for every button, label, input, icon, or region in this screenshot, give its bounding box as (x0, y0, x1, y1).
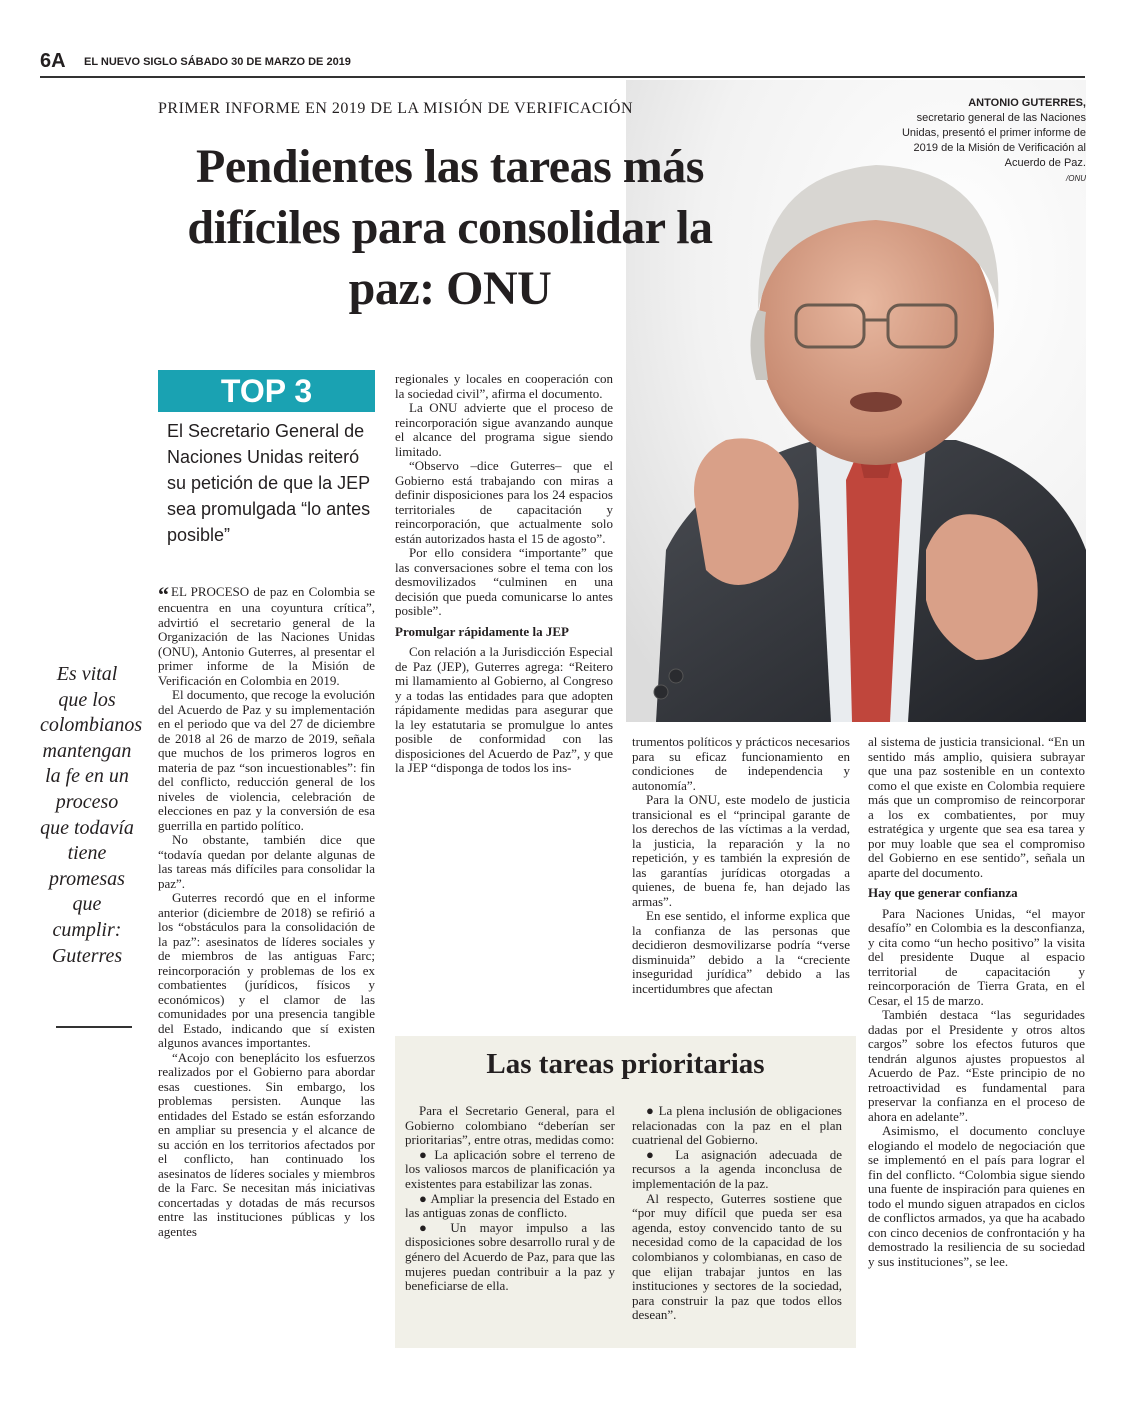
box-column-right (632, 1104, 842, 1323)
article-column-1 (158, 582, 375, 1239)
open-quote-icon: “ (158, 582, 169, 607)
priorities-box (395, 1036, 856, 1348)
headline: Pendientes las tareas más difíciles para consolidar la paz: ONU (187, 140, 713, 315)
box-bullet: ● La aplicación sobre el terreno de los valiosos marcos de planificación ya existentes para estabilizar las zonas. (405, 1146, 615, 1191)
paragraph: También destaca “las seguridades dadas por el Presidente y otros altos cargos” sobre los efectos futuros que tendrán algunos ajustes propuestos al Acuerdo de Paz. “Este principio de no retroactividad es fundamental para preservar la confianza en el proceso de ahora en adelante”. (868, 1007, 1085, 1124)
paragraph: No obstante, también dice que “todavía quedan por delante algunas de las tareas más difíciles para consolidar la paz”. (158, 832, 375, 891)
pull-quote: Es vital que los colombianos mantengan la fe en un proceso que todavía tiene promesas que cumplir: Guterres (40, 663, 143, 967)
caption-text: secretario general de las Naciones Unidas, presentó el primer informe de 2019 de la Misión de Verificación al Acuerdo de Paz. (901, 112, 1086, 169)
paragraph: “Acojo con beneplácito los esfuerzos realizados por el Gobierno para abordar esas cuestiones. Sin embargo, los problemas persisten. Aunque las entidades del Estado se están esforzando en ampliar su presencia y el alcance de su acción en los territorios afectados por el conflicto, han continuado los asesinatos de líderes sociales y miembros de la Farc. Se necesitan más iniciativas concertadas y dotadas de más recursos entre las instituciones públicas y los agentes (158, 1049, 375, 1239)
paragraph: “Observo –dice Guterres– que el Gobierno está trabajando con miras a definir disposiciones para los 24 espacios territoriales de capacitación y reincorporación, que actualmente solo están autorizados hasta el 15 de agosto”. (395, 458, 613, 546)
paragraph: Para Naciones Unidas, “el mayor desafío” en Colombia es la desconfianza, y cita como “un hecho positivo” la visita del presidente Duque al espacio territorial de capacitación y reincorporación de Tierra Grata, en el Cesar, el 15 de marzo. (868, 905, 1085, 1008)
top3-label: TOP 3 (158, 370, 375, 412)
issue-date: SÁBADO 30 DE MARZO DE 2019 (180, 56, 351, 68)
caption-name: ANTONIO GUTERRES, (968, 97, 1086, 109)
page-number: 6A (40, 50, 66, 72)
paragraph: El documento, que recoge la evolución del Acuerdo de Paz y su implementación en el periodo que va del 27 de diciembre de 2018 al 26 de marzo de 2019, señala que muchos de los primeros logros en materia de paz “son incuestionables”: fin del conflicto, reducción general de los niveles de violencia, celebración de elecciones en paz y la conversión de esa guerrilla en partido político. (158, 687, 375, 833)
paragraph: Con relación a la Jurisdicción Especial de Paz (JEP), Guterres agrega: “Reitero mi llamamiento al Gobierno, al Congreso y a todas las entidades para que adopten rápidamente medidas para asegurar que la ley estatutaria se promulgue lo antes posible de conformidad con las disposiciones del Acuerdo de Paz”, y que la JEP “disponga de todos los ins- (395, 644, 613, 775)
paragraph: La ONU advierte que el proceso de reincorporación sigue avanzando aunque el alcance del programa sigue siendo limitado. (395, 400, 613, 459)
photo-caption (900, 96, 1086, 186)
article-column-3 (632, 735, 850, 996)
page-header (40, 50, 1085, 78)
article-column-2 (395, 372, 613, 776)
subhead-jep: Promulgar rápidamente la JEP (395, 623, 569, 639)
article-column-4 (868, 735, 1085, 1269)
paper-name: EL NUEVO SIGLO (84, 56, 178, 68)
paragraph: al sistema de justicia transicional. “En un sentido más amplio, quisiera subrayar que una paz sostenible en un contexto como el que existe en Colombia requiere más que un compromiso de reincorporar a los ex combatientes, por muy estratégica y urgente que sea esa tarea y por muy loable que sea el compromiso del Gobierno en ese sentido”, señala un aparte del documento. (868, 734, 1085, 880)
paragraph: En ese sentido, el informe explica que la confianza de las personas que decidieron desmovilizarse podría “verse disminuida” debido a la “creciente inseguridad jurídica” debido a las incertidumbres que afectan (632, 908, 850, 996)
top3-text: El Secretario General de Naciones Unidas reiteró su petición de que la JEP sea promulgada “lo antes posible” (167, 421, 371, 545)
subhead-confianza: Hay que generar confianza (868, 885, 1018, 900)
box-title: Las tareas prioritarias (486, 1048, 765, 1080)
kicker: PRIMER INFORME EN 2019 DE LA MISIÓN DE VERIFICACIÓN (158, 100, 633, 117)
paragraph: Asimismo, el documento concluye elogiando el modelo de negociación que se implementó en el país para lograr el fin del conflicto. “Colombia sigue siendo una fuente de inspiración para quienes en todo el mundo siguen atrapados en ciclos de conflictos armados, ya que ha acabado con cinco decenios de confrontación y ha demostrado la resiliencia de su sociedad y sus instituciones”, se lee. (868, 1123, 1085, 1269)
paragraph: Para la ONU, este modelo de justicia transicional es el “principal garante de los derechos de las víctimas a la verdad, la justicia, la reparación y la no repetición, y es también la expresión de las garantías jurídicas otorgadas a quienes, de buena fe, han dejado las armas”. (632, 792, 850, 909)
paragraph: Guterres recordó que en el informe anterior (diciembre de 2018) se refirió a los “obstáculos para la consolidación de la paz”: asesinatos de líderes sociales y de miembros de las antiguas Farc; reincorporación y problemas de los ex combatientes (jurídicos, físicos y económicos) y el clamor de las comunidades por una presencia tangible del Estado, indicando que sí existen algunos avances importantes. (158, 890, 375, 1050)
pull-quote-rule (56, 1026, 132, 1028)
paragraph: Por ello considera “importante” que las conversaciones sobre el tema con los desmovilizados “culminen en una decisión que pueda comunicarse lo antes posible”. (395, 545, 613, 618)
masthead (84, 56, 351, 68)
paragraph: “ EL PROCESO de paz en Colombia se encuentra en una coyuntura crítica”, advirtió el secretario general de la Organización de las Naciones Unidas (ONU), Antonio Guterres, al presentar el primer informe de la Misión de Verificación en Colombia en 2019. (158, 582, 375, 688)
box-bullet: ● La asignación adecuada de recursos a la agenda inconclusa de implementación de la paz. (632, 1146, 842, 1191)
paragraph: regionales y locales en cooperación con la sociedad civil”, afirma el documento. (395, 371, 613, 401)
box-paragraph: Para el Secretario General, para el Gobierno colombiano “deberían ser prioritarias”, entre otras, medidas como: (405, 1103, 615, 1148)
box-paragraph: Al respecto, Guterres sostiene que “por muy difícil que pueda ser esa agenda, estoy convencido tanto de su necesidad como de la capacidad de los colombianos y colombianas, en caso de que elijan trabajar juntos en las instituciones y sectores de la sociedad, para construir la paz que todos ellos desean”. (632, 1190, 842, 1323)
box-bullet: ● La plena inclusión de obligaciones relacionadas con la paz en el plan cuatrienal del Gobierno. (632, 1103, 842, 1148)
box-column-left (405, 1104, 615, 1294)
box-bullet: ● Ampliar la presencia del Estado en las antiguas zonas de conflicto. (405, 1190, 615, 1221)
paragraph: trumentos políticos y prácticos necesarios para su eficaz funcionamiento en condiciones de independencia y autonomía”. (632, 734, 850, 793)
photo-credit: /ONU (1066, 174, 1086, 183)
box-bullet: ● Un mayor impulso a las disposiciones sobre desarrollo rural y de género del Acuerdo de Paz, para que las mujeres puedan contribuir a la paz y beneficiarse de ella. (405, 1219, 615, 1294)
